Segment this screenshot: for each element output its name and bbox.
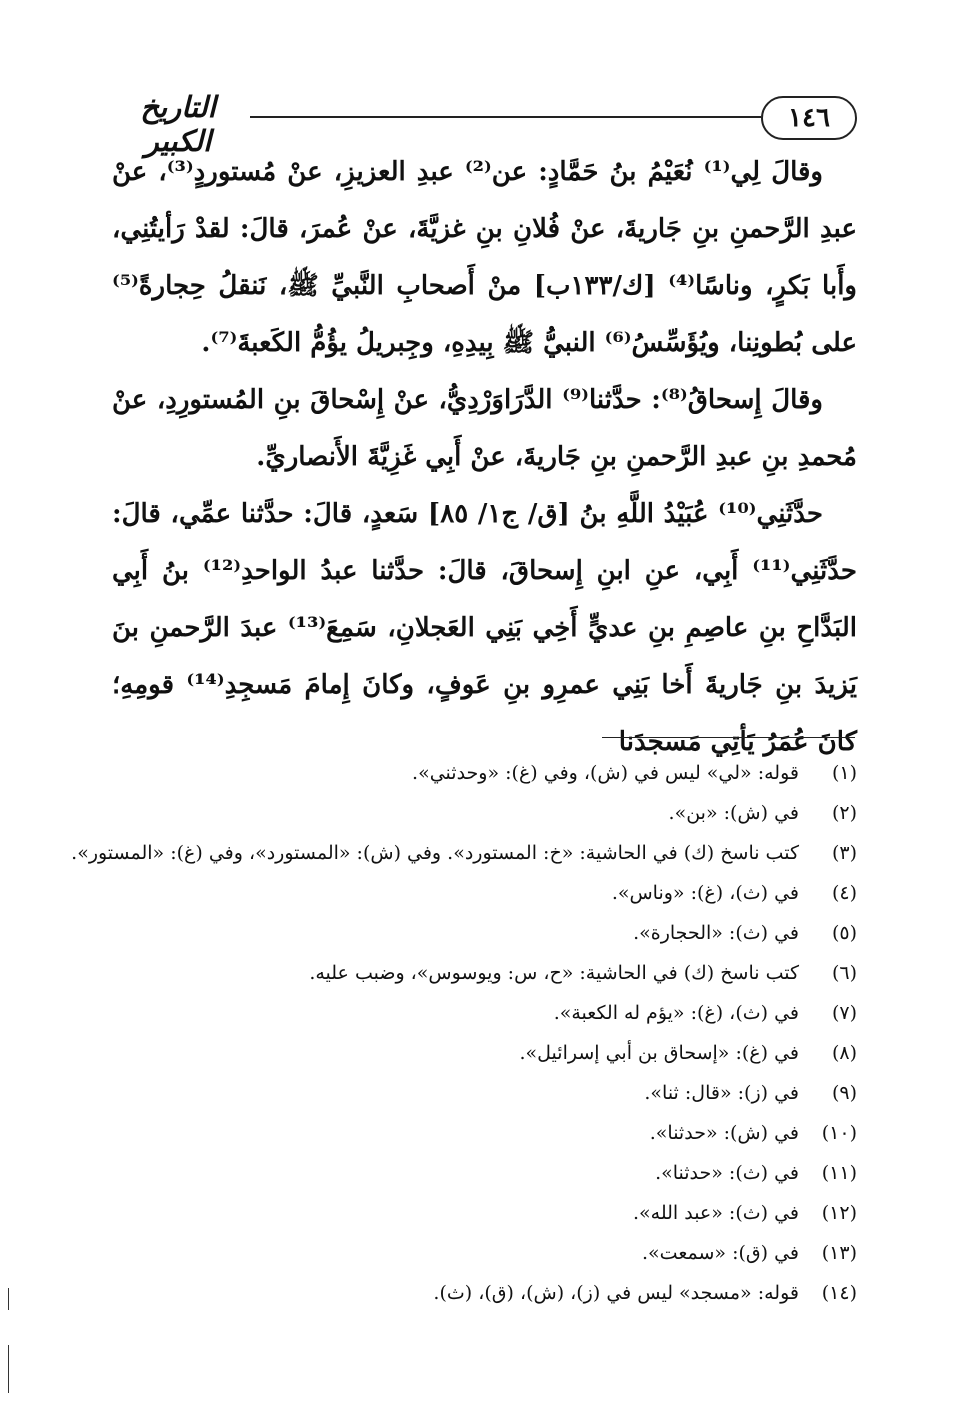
footnote-number: (١٠) [821,1122,857,1144]
footnote [112,873,857,913]
footnote-number: (٤) [831,882,857,904]
footnote-text: في (ث)، (غ): «يؤم له الكعبة». [553,1002,799,1024]
footnote-text: قوله: «مسجد» ليس في (ز)، (ش)، (ق)، (ث). [433,1282,799,1304]
footnote-text: في (ث)، (غ): «وناس». [611,882,799,904]
footnote-number: (١٢) [821,1202,857,1224]
body-text [112,144,857,771]
footnote-number: (٥) [831,922,857,944]
footnote-separator [602,737,855,738]
margin-mark [8,1288,9,1310]
page-header [112,86,857,158]
footnote [112,993,857,1033]
footnote [112,1153,857,1193]
footnote [112,953,857,993]
footnote-text: قوله: «لي» ليس في (ش)، وفي (غ): «وحدثني». [412,762,799,784]
header-rule [250,116,761,118]
margin-mark [8,1345,9,1393]
footnote [112,793,857,833]
footnote-text: في (ش): «بن». [668,802,799,824]
paragraph: وقالَ لِي⁽¹⁾ نُعَيْمُ بنُ حَمَّادٍ: عن⁽²⁾ عبدِ العزيزِ، عنْ مُستوردٍ⁽³⁾، عنْ عبدِ الرَّحمنِ بنِ جَاريةَ، عنْ فُلانِ بنِ غزيَّةَ، عنْ عُمرَ، قالَ: لقدْ رَأيتُنِي، وأَبا بَكرٍ، وناسًا⁽⁴⁾ [ك/١٣٣ب] منْ أَصحابِ النَّبيِّ ﷺ، نَنقلُ حِجارةً⁽⁵⁾ على بُطونِنا، ويُؤَسِّسُ⁽⁶⁾ النبيُّ ﷺ بِيدِهِ، وجِبريلُ يؤُمُّ الكَعبةَ⁽⁷⁾. [112,157,857,358]
footnote-number: (٦) [831,962,857,984]
book-title: التاريخ الكبير [140,90,216,158]
footnote-text: في (ث): «الحجارة». [633,922,799,944]
footnote [71,833,857,873]
footnote-text: في (ش): «حدثنا». [649,1122,799,1144]
footnote-text: في (ز): «قال: ثنا». [644,1082,799,1104]
paragraph: وقالَ إِسحاقُ⁽⁸⁾: حدَّثنا⁽⁹⁾ الدَّرَاوَرْدِيُّ، عنْ إِسْحاقَ بنِ المُستورِدِ، عنْ مُحمدِ بنِ عبدِ الرَّحمنِ بنِ جَاريةَ، عنْ أَبِي غَزِيَّةَ الأَنصاريِّ. [112,385,857,472]
footnote [112,1033,857,1073]
footnote-number: (٧) [831,1002,857,1024]
footnote [112,1193,857,1233]
footnote [112,1233,857,1273]
footnote [112,753,857,793]
footnote-text: في (غ): «إسحاق بن أبي إسرائيل». [519,1042,799,1064]
footnote-number: (١) [831,762,857,784]
footnote-text: كتب ناسخ (ك) في الحاشية: «ح، س: ويوسوس»، وضبب عليه. [309,962,799,984]
footnote-number: (١٤) [821,1282,857,1304]
footnote-number: (٩) [831,1082,857,1104]
footnote-number: (١١) [821,1162,857,1184]
footnote [112,1113,857,1153]
footnote-text: في (ق): «سمعت». [642,1242,799,1264]
footnote-text: في (ث): «حدثنا». [655,1162,799,1184]
footnote-number: (٣) [831,842,857,864]
footnote-text: في (ث): «عبد الله». [632,1202,799,1224]
page-number: ١٤٦ [761,96,857,140]
footnote [112,1073,857,1113]
footnote-number: (١٣) [821,1242,857,1264]
footnote [112,913,857,953]
footnotes [71,753,857,1313]
footnote [112,1273,857,1313]
footnote-number: (٢) [831,802,857,824]
footnote-number: (٨) [831,1042,857,1064]
footnote-text: كتب ناسخ (ك) في الحاشية: «خ: المستورد». وفي (ش): «المستورد»، وفي (غ): «المستور». [71,842,799,864]
paragraph: حدَّثَنِي⁽¹⁰⁾ عُبَيْدُ اللَّهِ بنُ [ق/ ج١/ ٨٥] سَعدٍ، قالَ: حدَّثنا عمِّي، قالَ: حدَّثَنِي⁽¹¹⁾ أَبِي، عنِ ابنِ إِسحاقَ، قالَ: حدَّثنا عبدُ الواحدِ⁽¹²⁾ بنُ أَبِي البَدَّاحِ بنِ عاصِمِ بنِ عديٍّ أَخِي بَنِي العَجلانِ، سَمِعَ⁽¹³⁾ عبدَ الرَّحمنِ بنَ يَزيدَ بنِ جَاريةَ أَخا بَنِي عمرِو بنِ عَوفٍ، وكانَ إِمامَ مَسجِدِ⁽¹⁴⁾ قومِهِ؛ كانَ عُمَرُ يَأتِي مَسجدَنا [112,499,857,757]
